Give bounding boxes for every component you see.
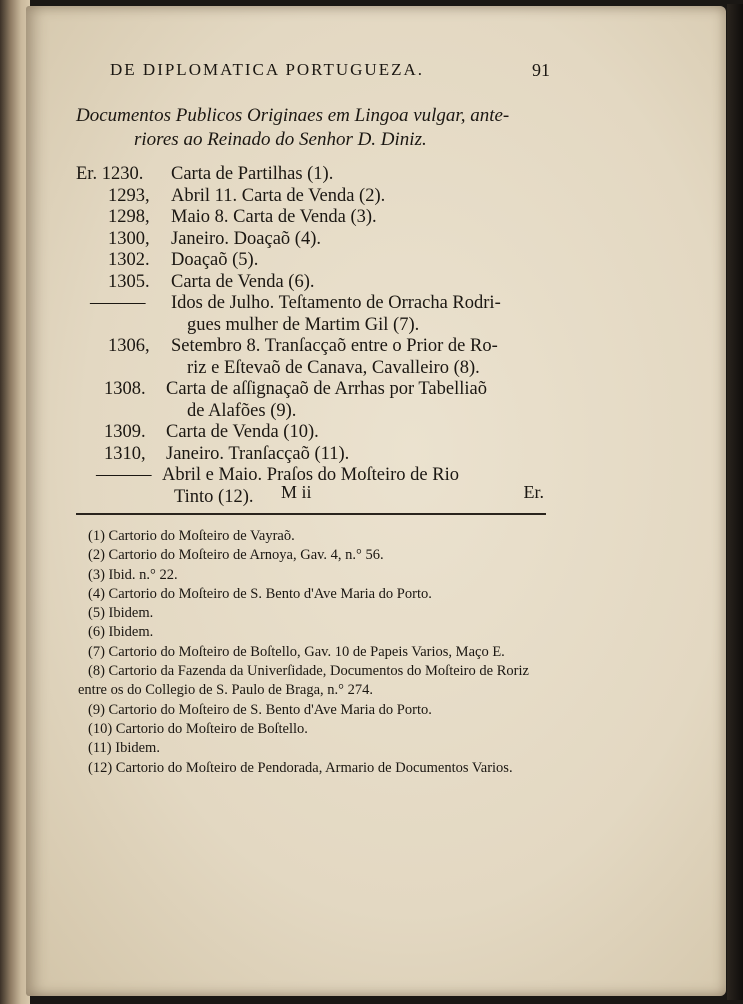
- footnote: (3) Ibid. n.° 22.: [88, 566, 178, 583]
- entry-text: Janeiro. Doaçaõ (4).: [171, 228, 321, 249]
- entry-date: 1310,: [104, 443, 146, 464]
- entry-date: 1305.: [108, 271, 150, 292]
- entry-date: 1293,: [108, 185, 150, 206]
- document-entry: [76, 336, 556, 379]
- entry-text: Maio 8. Carta de Venda (3).: [171, 207, 377, 227]
- document-entry: [76, 465, 556, 508]
- entry-text-continued: riz e Eſtevaõ de Canava, Cavalleiro (8).: [187, 357, 480, 378]
- footnote: (4) Cartorio do Moſteiro de S. Bento d'Ave Maria do Porto.: [88, 585, 432, 602]
- document-entry: [76, 379, 556, 422]
- entry-text: Idos de Julho. Teſtamento de Orracha Rodri-: [171, 293, 501, 313]
- footnote: (7) Cartorio do Moſteiro de Boſtello, Gav. 10 de Papeis Varios, Maço E.: [88, 643, 505, 660]
- entry-text-continued: gues mulher de Martim Gil (7).: [187, 314, 420, 335]
- footnote: (1) Cartorio do Moſteiro de Vayraõ.: [88, 528, 295, 544]
- document-entry: [76, 207, 556, 229]
- entry-text: Janeiro. Tranſacçaõ (11).: [166, 443, 350, 464]
- document-entry: [76, 422, 556, 444]
- page-number: 91: [532, 60, 550, 80]
- running-head-title: DE DIPLOMATICA PORTUGUEZA.: [110, 60, 425, 79]
- running-head: [110, 60, 550, 80]
- catchword: Er.: [523, 482, 544, 502]
- entry-date: Er. 1230.: [76, 164, 144, 184]
- document-entry: [76, 186, 556, 208]
- entry-date: 1308.: [104, 379, 146, 399]
- footnote: (9) Cartorio do Moſteiro de S. Bento d'Ave Maria do Porto.: [88, 701, 432, 718]
- entry-date: 1302.: [108, 250, 150, 270]
- document-list: [76, 164, 556, 508]
- entry-text: Carta de Partilhas (1).: [171, 164, 334, 184]
- entry-text: Abril e Maio. Praſos do Moſteiro de Rio: [162, 465, 459, 485]
- footnote: (12) Cartorio do Moſteiro de Pendorada, Armario de Documentos Varios.: [88, 759, 513, 776]
- entry-date: 1306,: [108, 336, 150, 356]
- entry-text-continued: de Alafões (9).: [187, 400, 297, 421]
- entry-date: 1298,: [108, 207, 150, 227]
- document-entry: [76, 229, 556, 251]
- entry-text: Doaçaõ (5).: [171, 250, 259, 270]
- document-entry: [76, 444, 556, 466]
- footnote-rule: [76, 513, 546, 515]
- entry-text: Carta de aſſignaçaõ de Arrhas por Tabelliaõ: [166, 379, 487, 399]
- section-title-line-1: Documentos Publicos Originaes em Lingoa vulgar, ante-: [76, 105, 510, 126]
- entry-text: Carta de Venda (10).: [166, 422, 319, 442]
- entry-dash: ———: [96, 465, 152, 485]
- document-entry: [76, 272, 556, 294]
- footnote: (10) Cartorio do Moſteiro de Boſtello.: [88, 720, 308, 737]
- entry-date: 1300,: [108, 228, 150, 249]
- entry-text-continued: Tinto (12).: [174, 486, 254, 507]
- footnote: (8) Cartorio da Fazenda da Univerſidade, Documentos do Moſteiro de Roriz entre os do Collegio de S. Paulo de Braga, n.° 274.: [78, 663, 529, 699]
- entry-text: Carta de Venda (6).: [171, 271, 315, 292]
- section-title: [76, 104, 556, 152]
- page-edge-shadow: [727, 4, 743, 1000]
- document-entry: [76, 293, 556, 336]
- footnote: (6) Ibidem.: [88, 624, 154, 641]
- entry-dash: ———: [90, 293, 146, 313]
- footnote: (11) Ibidem.: [88, 740, 160, 757]
- signature-mark: M ii: [281, 482, 312, 502]
- footnote: (5) Ibidem.: [88, 605, 154, 622]
- document-entry: [76, 164, 556, 186]
- entry-date: 1309.: [104, 422, 146, 442]
- footnotes: [78, 527, 552, 778]
- document-entry: [76, 250, 556, 272]
- footnote: (2) Cartorio do Moſteiro de Arnoya, Gav. 4, n.° 56.: [88, 547, 384, 564]
- section-title-line-2: riores ao Reinado do Senhor D. Diniz.: [134, 129, 427, 150]
- entry-text: Setembro 8. Tranſacçaõ entre o Prior de Ro-: [171, 336, 498, 356]
- entry-text: Abril 11. Carta de Venda (2).: [171, 185, 386, 206]
